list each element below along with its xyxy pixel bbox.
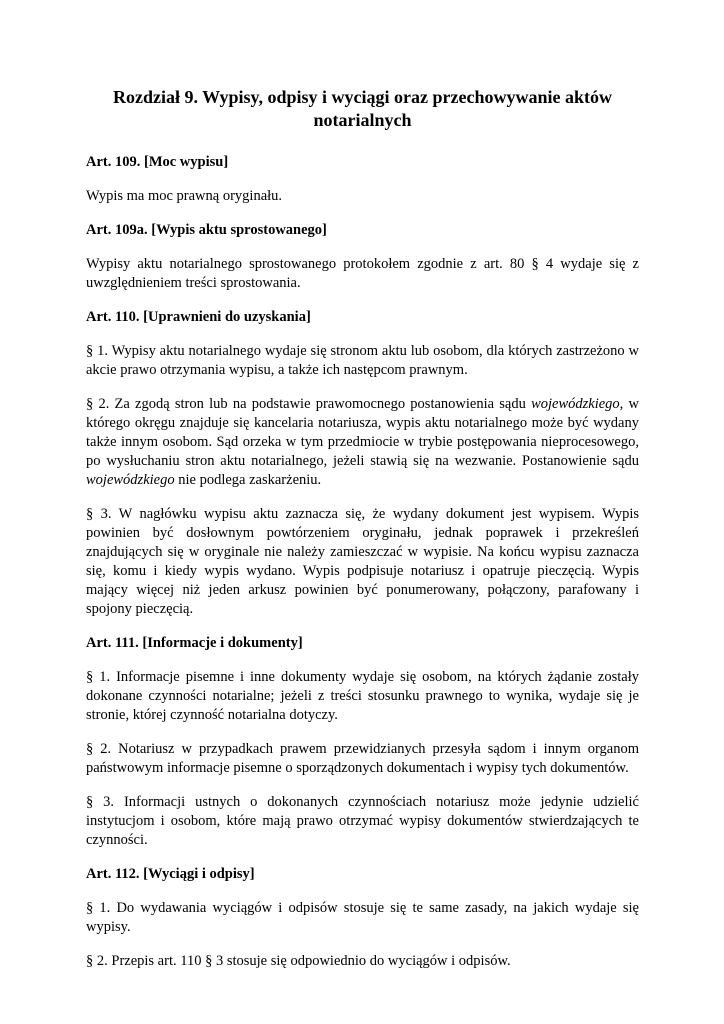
article-paragraph [86,395,639,490]
article-paragraph: § 1. Informacje pisemne i inne dokumenty wydaje się osobom, na których żądanie zostały dokonane czynności notarialne; jeżeli z treści stosunku prawnego to wynika, wydaje się je stronie, której czynność notarialna dotyczy. [86,669,639,723]
paragraph-text: nie podlega zaskarżeniu. [174,472,322,488]
article-paragraph: § 2. Przepis art. 110 § 3 stosuje się odpowiednio do wyciągów i odpisów. [86,953,511,969]
article-paragraph: § 1. Do wydawania wyciągów i odpisów stosuje się te same zasady, na jakich wydaje się wypisy. [86,900,639,935]
article-heading: Art. 109. [Moc wypisu] [86,154,229,170]
paragraph-text: § 2. Za zgodą stron lub na podstawie prawomocnego postanowienia sądu [86,396,532,412]
article-paragraph: § 3. W nagłówku wypisu aktu zaznacza się, że wydany dokument jest wypisem. Wypis powinien być dosłownym powtórzeniem oryginału, jednak poprawek i przekreśleń znajdujących się w oryginale nie należy zamieszczać w wypisie. Na końcu wypisu zaznacza się, komu i kiedy wypis wydano. Wypis podpisuje notariusz i opatruje pieczęcią. Wypis mający więcej niż jeden arkusz powinien być ponumerowany, połączony, parafowany i spojony pieczęcią. [86,506,639,617]
article-paragraph: § 2. Notariusz w przypadkach prawem przewidzianych przesyła sądom i innym organom państwowym informacje pisemne o sporządzonych dokumentach i wypisy tych dokumentów. [86,741,639,776]
article-heading: Art. 111. [Informacje i dokumenty] [86,635,303,651]
document-page [86,86,639,986]
paragraph-text: , w którego okręgu znajduje się kancelaria notariusza, wypis aktu notarialnego może być wydany także innym osobom. Sąd orzeka w tym przedmiocie w trybie postępowania nieprocesowego, po wysłuchaniu stron aktu notarialnego, jeżeli stawią się na wezwanie. Postanowienie sądu [86,396,639,469]
chapter-title: Rozdział 9. Wypisy, odpisy i wyciągi oraz przechowywanie aktów notarialnych [113,87,612,130]
article-paragraph: § 1. Wypisy aktu notarialnego wydaje się stronom aktu lub osobom, dla których zastrzeżono w akcie prawo otrzymania wypisu, a także ich następcom prawnym. [86,343,639,378]
article-heading: Art. 109a. [Wypis aktu sprostowanego] [86,222,327,238]
article-paragraph: Wypis ma moc prawną oryginału. [86,188,283,204]
article-heading: Art. 110. [Uprawnieni do uzyskania] [86,309,311,325]
article-paragraph: Wypisy aktu notarialnego sprostowanego protokołem zgodnie z art. 80 § 4 wydaje się z uwzględnieniem treści sprostowania. [86,256,639,291]
paragraph-italic-text: wojewódzkiego [531,396,620,412]
paragraph-italic-text: wojewódzkiego [86,472,175,488]
article-paragraph: § 3. Informacji ustnych o dokonanych czynnościach notariusz może jedynie udzielić instytucjom i osobom, które mają prawo otrzymać wypisy dokumentów stwierdzających te czynności. [86,794,639,848]
article-heading: Art. 112. [Wyciągi i odpisy] [86,866,255,882]
